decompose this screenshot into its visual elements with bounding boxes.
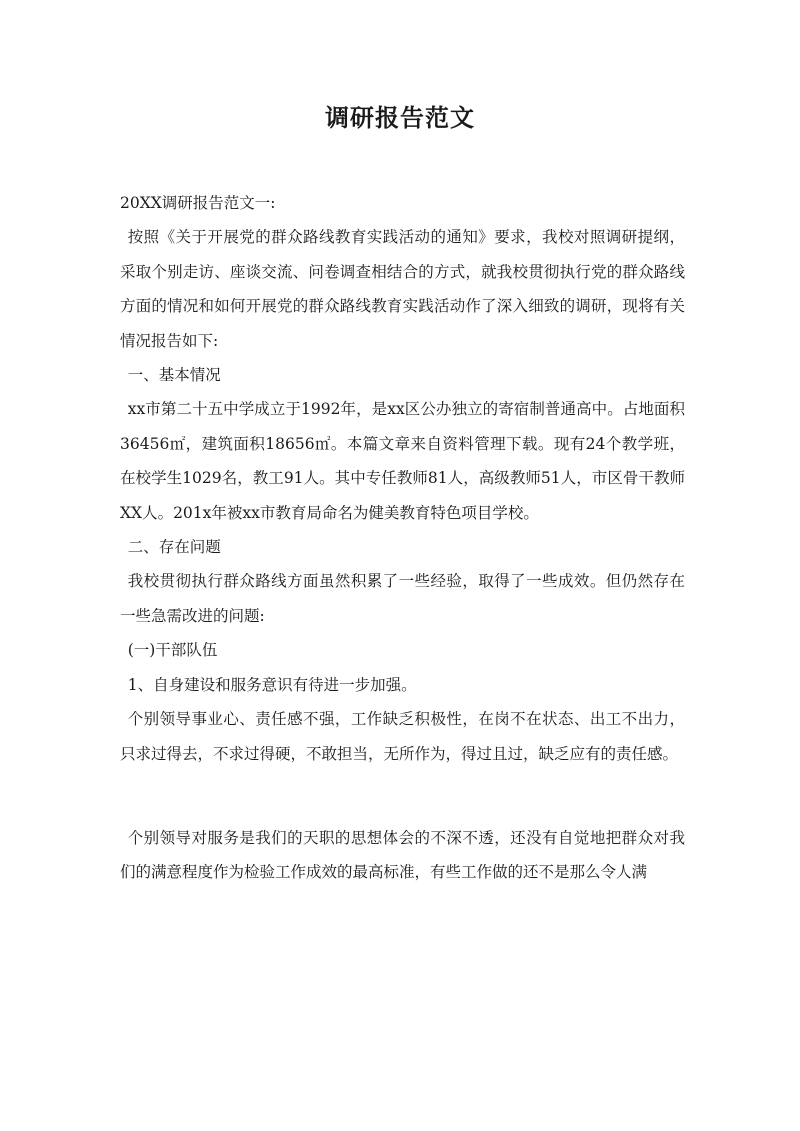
subsection-heading-cadres: (一)干部队伍 xyxy=(127,641,218,660)
paragraph-responsibility: 个别领导事业心、责任感不强，工作缺乏积极性，在岗不在状态、出工不出力，只求过得去，不求过得硬，不敢担当，无所作为，得过且过，缺乏应有的责任感。 xyxy=(120,710,685,763)
document-title: 调研报告范文 xyxy=(325,104,475,132)
paragraph-gap xyxy=(120,771,685,821)
paragraph-basic-info: xx市第二十五中学成立于1992年，是xx区公办独立的寄宿制普通高中。占地面积36456㎡，建筑面积18656㎡。本篇文章来自资料管理下载。现有24个教学班，在校学生1029名，教工91人。其中专任教师81人，高级教师51人，市区骨干教师XX人。201x年被xx市教育局命名为健美教育特色项目学校。 xyxy=(120,400,685,522)
paragraph-problems: 我校贯彻执行群众路线方面虽然积累了一些经验，取得了一些成效。但仍然存在一些急需改进的问题: xyxy=(120,572,685,625)
paragraph-service: 个别领导对服务是我们的天职的思想体会的不深不透，还没有自觉地把群众对我们的满意程度作为检验工作成效的最高标准，有些工作做的还不是那么令人满 xyxy=(120,828,685,882)
section-heading-problems: 二、存在问题 xyxy=(127,538,221,557)
section-heading-basic-info: 一、基本情况 xyxy=(127,366,221,385)
paragraph-intro: 按照《关于开展党的群众路线教育实践活动的通知》要求，我校对照调研提纲，采取个别走访、座谈交流、问卷调查相结合的方式，就我校贯彻执行党的群众路线方面的情况和如何开展党的群众路线教育实践活动作了深入细致的调研，现将有关情况报告如下: xyxy=(120,228,685,350)
list-item-1: 1、自身建设和服务意识有待进一步加强。 xyxy=(127,675,417,694)
document-body xyxy=(120,186,685,890)
paragraph-intro-heading: 20XX调研报告范文一: xyxy=(120,194,276,212)
